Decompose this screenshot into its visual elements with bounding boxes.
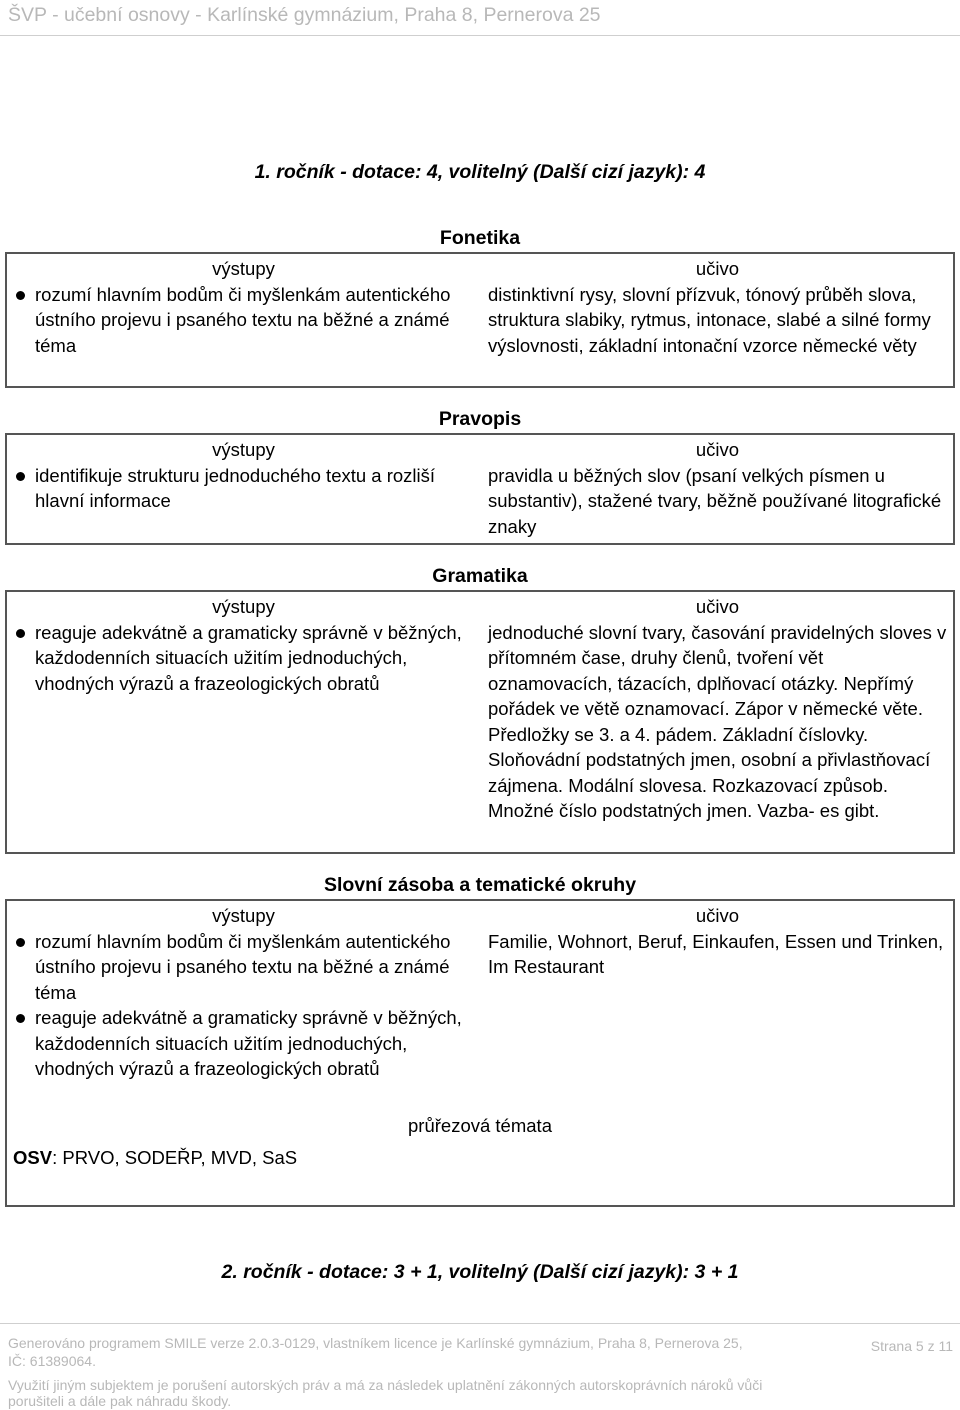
year2-title: 2. ročník - dotace: 3 + 1, volitelný (Další cizí jazyk): 3 + 1 [221, 1261, 739, 1283]
outputs-label: výstupy [212, 439, 275, 460]
footer-line-2: IČ: 61389064. [8, 1353, 96, 1369]
cross-topics-box [5, 1111, 955, 1207]
footer-line-1: Generováno programem SMILE verze 2.0.3-0129, vlastníkem licence je Karlínské gymnázium, Praha 8, Pernerova 25, [8, 1335, 743, 1351]
footer-divider [0, 1323, 960, 1324]
output-item: reaguje adekvátně a gramaticky správně v běžných, každodenních situacích užitím jednoduchých, vhodných výrazů a frazeologických obratů [13, 1005, 474, 1082]
content-text: Familie, Wohnort, Beruf, Einkaufen, Essen und Trinken, Im Restaurant [488, 930, 944, 977]
outputs-column [7, 254, 482, 386]
content-text: jednoduché slovní tvary, časování pravidelných sloves v přítomném čase, druhy členů, tvoření vět oznamovacích, tázacích, dplňovací otázky. Nepřímý pořádek ve větě oznamovací. Zápor v německé věte. Předložky se 3. a 4. pádem. Základní číslovky. Sloňovádní podstatných jmen, osobní a přivlastňovací zájmena. Modální slovesa. Rozkazovací způsob. Množné číslo podstatných jmen. Vazba- es gibt. [488, 621, 947, 821]
year1-title: 1. ročník - dotace: 4, volitelný (Další cizí jazyk): 4 [254, 161, 706, 183]
outputs-label: výstupy [212, 596, 275, 617]
section-title: Slovní zásoba a tematické okruhy [323, 874, 637, 896]
content-column [482, 435, 953, 543]
section-table [5, 433, 955, 545]
section-slovni-zasoba [5, 871, 955, 1207]
outputs-column [7, 592, 482, 852]
content-text: pravidla u běžných slov (psaní velkých písmen u substantiv), stažené tvary, běžně používané litografické znaky [488, 464, 942, 537]
section-table [5, 252, 955, 388]
section-table [5, 590, 955, 854]
output-item: identifikuje strukturu jednoduchého textu a rozliší hlavní informace [13, 463, 474, 514]
content-column [482, 592, 953, 852]
cross-topics-label: průřezová témata [408, 1115, 552, 1136]
outputs-label: výstupy [212, 258, 275, 279]
content-label: učivo [695, 258, 740, 279]
content-text: distinktivní rysy, slovní přízvuk, tónový průběh slova, struktura slabiky, rytmus, intonace, slabé a silné formy výslovnosti, základní intonační vzorce německé věty [488, 283, 931, 356]
output-item: rozumí hlavním bodům či myšlenkám autentického ústního projevu i psaného textu na běžné a známé téma [13, 282, 474, 359]
section-title: Gramatika [432, 565, 528, 587]
output-item: reaguje adekvátně a gramaticky správně v běžných, každodenních situacích užitím jednoduchých, vhodných výrazů a frazeologických obratů [13, 620, 474, 697]
section-title: Fonetika [439, 227, 521, 249]
content-label: učivo [695, 905, 740, 926]
outputs-column [7, 435, 482, 543]
cross-topics-abbr: OSV [13, 1146, 53, 1168]
footer-line-4: porušiteli a dále pak náhradu škody. [8, 1393, 232, 1409]
section-gramatika [5, 562, 955, 854]
outputs-column [7, 901, 482, 1111]
cross-topics-list: : PRVO, SODEŘP, MVD, SaS [52, 1146, 298, 1168]
outputs-label: výstupy [212, 905, 275, 926]
document-header: ŠVP - učební osnovy - Karlínské gymnázium, Praha 8, Pernerova 25 [8, 4, 601, 26]
content-column [482, 901, 953, 1111]
content-label: učivo [695, 596, 740, 617]
section-table [5, 899, 955, 1111]
content-column [482, 254, 953, 386]
output-item: rozumí hlavním bodům či myšlenkám autentického ústního projevu i psaného textu na běžné a známé téma [13, 929, 474, 1006]
page-number: Strana 5 z 11 [870, 1338, 953, 1354]
section-pravopis [5, 405, 955, 545]
section-title: Pravopis [438, 408, 522, 430]
cross-topics-value [7, 1139, 953, 1171]
header-divider [0, 35, 960, 36]
section-fonetika [5, 224, 955, 388]
content-label: učivo [695, 439, 740, 460]
footer-line-3: Využití jiným subjektem je porušení autorských práv a má za následek uplatnění zákonných autorskoprávních nároků vůči [8, 1377, 763, 1393]
